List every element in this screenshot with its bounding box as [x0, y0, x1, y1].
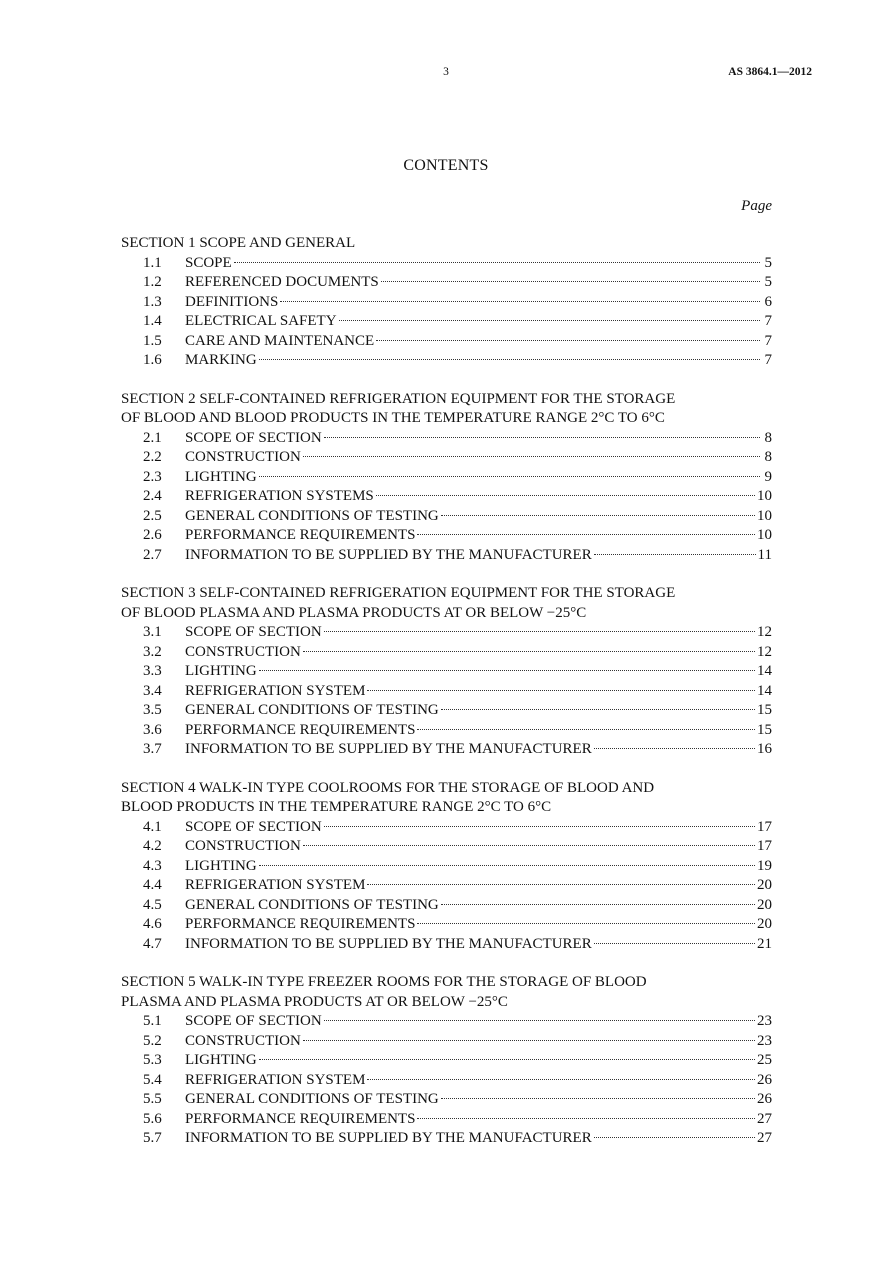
entry-number: 4.2 [143, 838, 162, 854]
entry-title: REFERENCED DOCUMENTS [185, 274, 379, 290]
page-number: 3 [443, 66, 449, 78]
toc-section [121, 234, 772, 371]
dot-leader [234, 262, 760, 263]
entry-title: LIGHTING [185, 857, 257, 874]
entry-page-number: 27 [757, 1110, 772, 1127]
entry-title: REFRIGERATION SYSTEM [185, 877, 366, 893]
entry-page-number: 20 [757, 916, 772, 932]
entry-page-number: 10 [757, 527, 772, 543]
dot-leader [303, 1040, 755, 1041]
entry-number: 4.4 [143, 877, 162, 893]
entry-number: 1.4 [143, 313, 162, 329]
toc-entry[interactable] [121, 1012, 772, 1032]
toc-entry[interactable] [121, 312, 772, 332]
entry-page-number: 12 [757, 643, 772, 660]
section-heading: SECTION 1 SCOPE AND GENERAL [121, 235, 356, 251]
toc-entry[interactable] [121, 837, 772, 857]
entry-page-number: 23 [757, 1013, 772, 1029]
entry-number: 2.5 [143, 507, 162, 524]
dot-leader [594, 748, 755, 749]
entry-title: MARKING [185, 352, 257, 368]
entry-title: INFORMATION TO BE SUPPLIED BY THE MANUFACTURER [185, 1130, 592, 1146]
toc-entry[interactable] [121, 1051, 772, 1071]
dot-leader [259, 670, 755, 671]
entry-title: LIGHTING [185, 468, 257, 485]
entry-page-number: 27 [757, 1130, 772, 1146]
entry-page-number: 14 [757, 663, 772, 679]
entry-number: 3.6 [143, 721, 162, 738]
toc-title: CONTENTS [403, 157, 489, 174]
toc-entry[interactable] [121, 468, 772, 488]
entry-page-number: 10 [757, 507, 772, 524]
entry-number: 4.5 [143, 896, 162, 913]
dot-leader [367, 690, 755, 691]
table-of-contents [121, 234, 772, 1168]
entry-page-number: 5 [764, 254, 772, 271]
entry-title: LIGHTING [185, 663, 257, 679]
entry-title: SCOPE OF SECTION [185, 1013, 322, 1029]
section-heading: SECTION 2 SELF-CONTAINED REFRIGERATION EQUIPMENT FOR THE STORAGE [121, 390, 676, 407]
entry-title: CONSTRUCTION [185, 643, 301, 660]
dot-leader [324, 826, 755, 827]
entry-number: 1.1 [143, 254, 162, 271]
entry-number: 3.4 [143, 682, 162, 699]
entry-title: INFORMATION TO BE SUPPLIED BY THE MANUFACTURER [185, 935, 592, 952]
entry-number: 2.4 [143, 488, 162, 504]
toc-entry[interactable] [121, 1129, 772, 1149]
entry-number: 3.3 [143, 663, 162, 679]
toc-entry[interactable] [121, 254, 772, 274]
entry-title: PERFORMANCE REQUIREMENTS [185, 527, 416, 543]
dot-leader [441, 515, 755, 516]
entry-number: 2.7 [143, 546, 162, 563]
toc-entry[interactable] [121, 701, 772, 721]
toc-entry[interactable] [121, 448, 772, 468]
dot-leader [367, 1079, 755, 1080]
entry-number: 4.7 [143, 935, 162, 952]
section-heading: SECTION 3 SELF-CONTAINED REFRIGERATION EQUIPMENT FOR THE STORAGE [121, 585, 676, 601]
entry-title: ELECTRICAL SAFETY [185, 313, 337, 329]
dot-leader [367, 884, 755, 885]
entry-page-number: 11 [757, 546, 772, 563]
entry-page-number: 17 [757, 818, 772, 835]
toc-entry[interactable] [121, 643, 772, 663]
toc-entry[interactable] [121, 1090, 772, 1110]
section-heading: SECTION 5 WALK-IN TYPE FREEZER ROOMS FOR THE STORAGE OF BLOOD [121, 974, 647, 990]
dot-leader [594, 943, 755, 944]
entry-page-number: 26 [757, 1091, 772, 1107]
page-column-label: Page [741, 198, 772, 214]
entry-page-number: 16 [757, 741, 772, 757]
entry-title: GENERAL CONDITIONS OF TESTING [185, 702, 439, 718]
entry-page-number: 7 [764, 332, 772, 349]
toc-entry[interactable] [121, 740, 772, 760]
dot-leader [417, 1118, 755, 1119]
toc-section [121, 584, 772, 760]
entry-title: DEFINITIONS [185, 293, 279, 310]
entry-number: 1.2 [143, 274, 162, 290]
entry-number: 5.7 [143, 1130, 162, 1146]
entry-title: LIGHTING [185, 1052, 257, 1068]
toc-entry[interactable] [121, 1110, 772, 1130]
toc-entry[interactable] [121, 721, 772, 741]
entry-number: 3.2 [143, 643, 162, 660]
dot-leader [441, 904, 755, 905]
entry-number: 3.5 [143, 702, 162, 718]
entry-page-number: 5 [764, 274, 772, 290]
dot-leader [594, 1137, 755, 1138]
entry-number: 5.1 [143, 1013, 162, 1029]
entry-page-number: 10 [757, 488, 772, 504]
entry-number: 3.7 [143, 741, 162, 757]
dot-leader [376, 340, 760, 341]
entry-title: PERFORMANCE REQUIREMENTS [185, 721, 416, 738]
entry-title: GENERAL CONDITIONS OF TESTING [185, 1091, 439, 1107]
entry-page-number: 14 [757, 682, 772, 699]
entry-number: 5.6 [143, 1110, 162, 1127]
toc-entry[interactable] [121, 662, 772, 682]
entry-title: REFRIGERATION SYSTEMS [185, 488, 374, 504]
dot-leader [259, 865, 755, 866]
section-heading: OF BLOOD PLASMA AND PLASMA PRODUCTS AT OR BELOW −25°C [121, 604, 587, 621]
toc-entry[interactable] [121, 1032, 772, 1052]
entry-number: 2.3 [143, 468, 162, 485]
entry-title: GENERAL CONDITIONS OF TESTING [185, 507, 439, 524]
dot-leader [417, 729, 755, 730]
entry-page-number: 17 [757, 838, 772, 854]
entry-title: CONSTRUCTION [185, 838, 301, 854]
entry-number: 5.5 [143, 1091, 162, 1107]
toc-entry[interactable] [121, 915, 772, 935]
section-heading: PLASMA AND PLASMA PRODUCTS AT OR BELOW −25°C [121, 993, 508, 1010]
toc-entry[interactable] [121, 682, 772, 702]
entry-title: SCOPE OF SECTION [185, 429, 322, 446]
entry-title: REFRIGERATION SYSTEM [185, 1071, 366, 1088]
entry-title: REFRIGERATION SYSTEM [185, 682, 366, 699]
entry-page-number: 8 [764, 429, 772, 446]
toc-entry[interactable] [121, 332, 772, 352]
dot-leader [381, 281, 760, 282]
dot-leader [324, 1020, 755, 1021]
document-id: AS 3864.1—2012 [728, 66, 812, 78]
entry-title: GENERAL CONDITIONS OF TESTING [185, 896, 439, 913]
entry-title: PERFORMANCE REQUIREMENTS [185, 1110, 416, 1127]
entry-number: 5.4 [143, 1071, 162, 1088]
entry-page-number: 6 [764, 293, 772, 310]
toc-entry[interactable] [121, 507, 772, 527]
entry-page-number: 23 [757, 1032, 772, 1049]
toc-entry[interactable] [121, 935, 772, 955]
entry-page-number: 25 [757, 1052, 772, 1068]
dot-leader [259, 476, 760, 477]
section-heading: OF BLOOD AND BLOOD PRODUCTS IN THE TEMPERATURE RANGE 2°C TO 6°C [121, 410, 665, 426]
entry-number: 1.3 [143, 293, 162, 310]
entry-number: 4.3 [143, 857, 162, 874]
toc-entry[interactable] [121, 876, 772, 896]
toc-entry[interactable] [121, 818, 772, 838]
entry-title: CARE AND MAINTENANCE [185, 332, 375, 349]
dot-leader [324, 631, 755, 632]
dot-leader [303, 651, 755, 652]
entry-number: 5.3 [143, 1052, 162, 1068]
entry-page-number: 9 [764, 468, 772, 485]
toc-entry[interactable] [121, 546, 772, 566]
entry-page-number: 21 [757, 935, 772, 952]
entry-page-number: 19 [757, 857, 772, 874]
toc-entry[interactable] [121, 429, 772, 449]
entry-number: 1.6 [143, 352, 162, 368]
toc-entry[interactable] [121, 351, 772, 371]
entry-number: 5.2 [143, 1032, 162, 1049]
toc-section [121, 779, 772, 955]
dot-leader [259, 1059, 755, 1060]
entry-page-number: 20 [757, 896, 772, 913]
entry-title: SCOPE [185, 254, 232, 271]
dot-leader [259, 359, 760, 360]
toc-section [121, 390, 772, 566]
toc-entry[interactable] [121, 293, 772, 313]
entry-page-number: 20 [757, 877, 772, 893]
entry-page-number: 12 [757, 624, 772, 640]
dot-leader [376, 495, 755, 496]
toc-entry[interactable] [121, 896, 772, 916]
entry-number: 4.6 [143, 916, 162, 932]
entry-number: 2.1 [143, 429, 162, 446]
dot-leader [324, 437, 760, 438]
dot-leader [303, 456, 760, 457]
entry-title: SCOPE OF SECTION [185, 624, 322, 640]
toc-section [121, 973, 772, 1149]
entry-number: 2.2 [143, 449, 162, 465]
entry-number: 4.1 [143, 818, 162, 835]
toc-entry[interactable] [121, 1071, 772, 1091]
entry-number: 2.6 [143, 527, 162, 543]
toc-entry[interactable] [121, 487, 772, 507]
entry-page-number: 8 [764, 449, 772, 465]
toc-entry[interactable] [121, 526, 772, 546]
dot-leader [441, 709, 755, 710]
toc-entry[interactable] [121, 273, 772, 293]
entry-page-number: 15 [757, 702, 772, 718]
section-heading: SECTION 4 WALK-IN TYPE COOLROOMS FOR THE STORAGE OF BLOOD AND [121, 779, 655, 796]
entry-title: SCOPE OF SECTION [185, 818, 322, 835]
toc-entry[interactable] [121, 857, 772, 877]
entry-number: 3.1 [143, 624, 162, 640]
entry-page-number: 7 [764, 313, 772, 329]
dot-leader [594, 554, 756, 555]
entry-page-number: 26 [757, 1071, 772, 1088]
entry-title: INFORMATION TO BE SUPPLIED BY THE MANUFACTURER [185, 741, 592, 757]
entry-title: INFORMATION TO BE SUPPLIED BY THE MANUFACTURER [185, 546, 592, 563]
entry-title: CONSTRUCTION [185, 1032, 301, 1049]
entry-title: PERFORMANCE REQUIREMENTS [185, 916, 416, 932]
section-heading: BLOOD PRODUCTS IN THE TEMPERATURE RANGE 2°C TO 6°C [121, 799, 552, 815]
dot-leader [339, 320, 760, 321]
entry-page-number: 7 [764, 352, 772, 368]
toc-entry[interactable] [121, 623, 772, 643]
dot-leader [441, 1098, 755, 1099]
dot-leader [280, 301, 760, 302]
entry-page-number: 15 [757, 721, 772, 738]
dot-leader [303, 845, 755, 846]
entry-number: 1.5 [143, 332, 162, 349]
entry-title: CONSTRUCTION [185, 449, 301, 465]
dot-leader [417, 534, 755, 535]
dot-leader [417, 923, 755, 924]
